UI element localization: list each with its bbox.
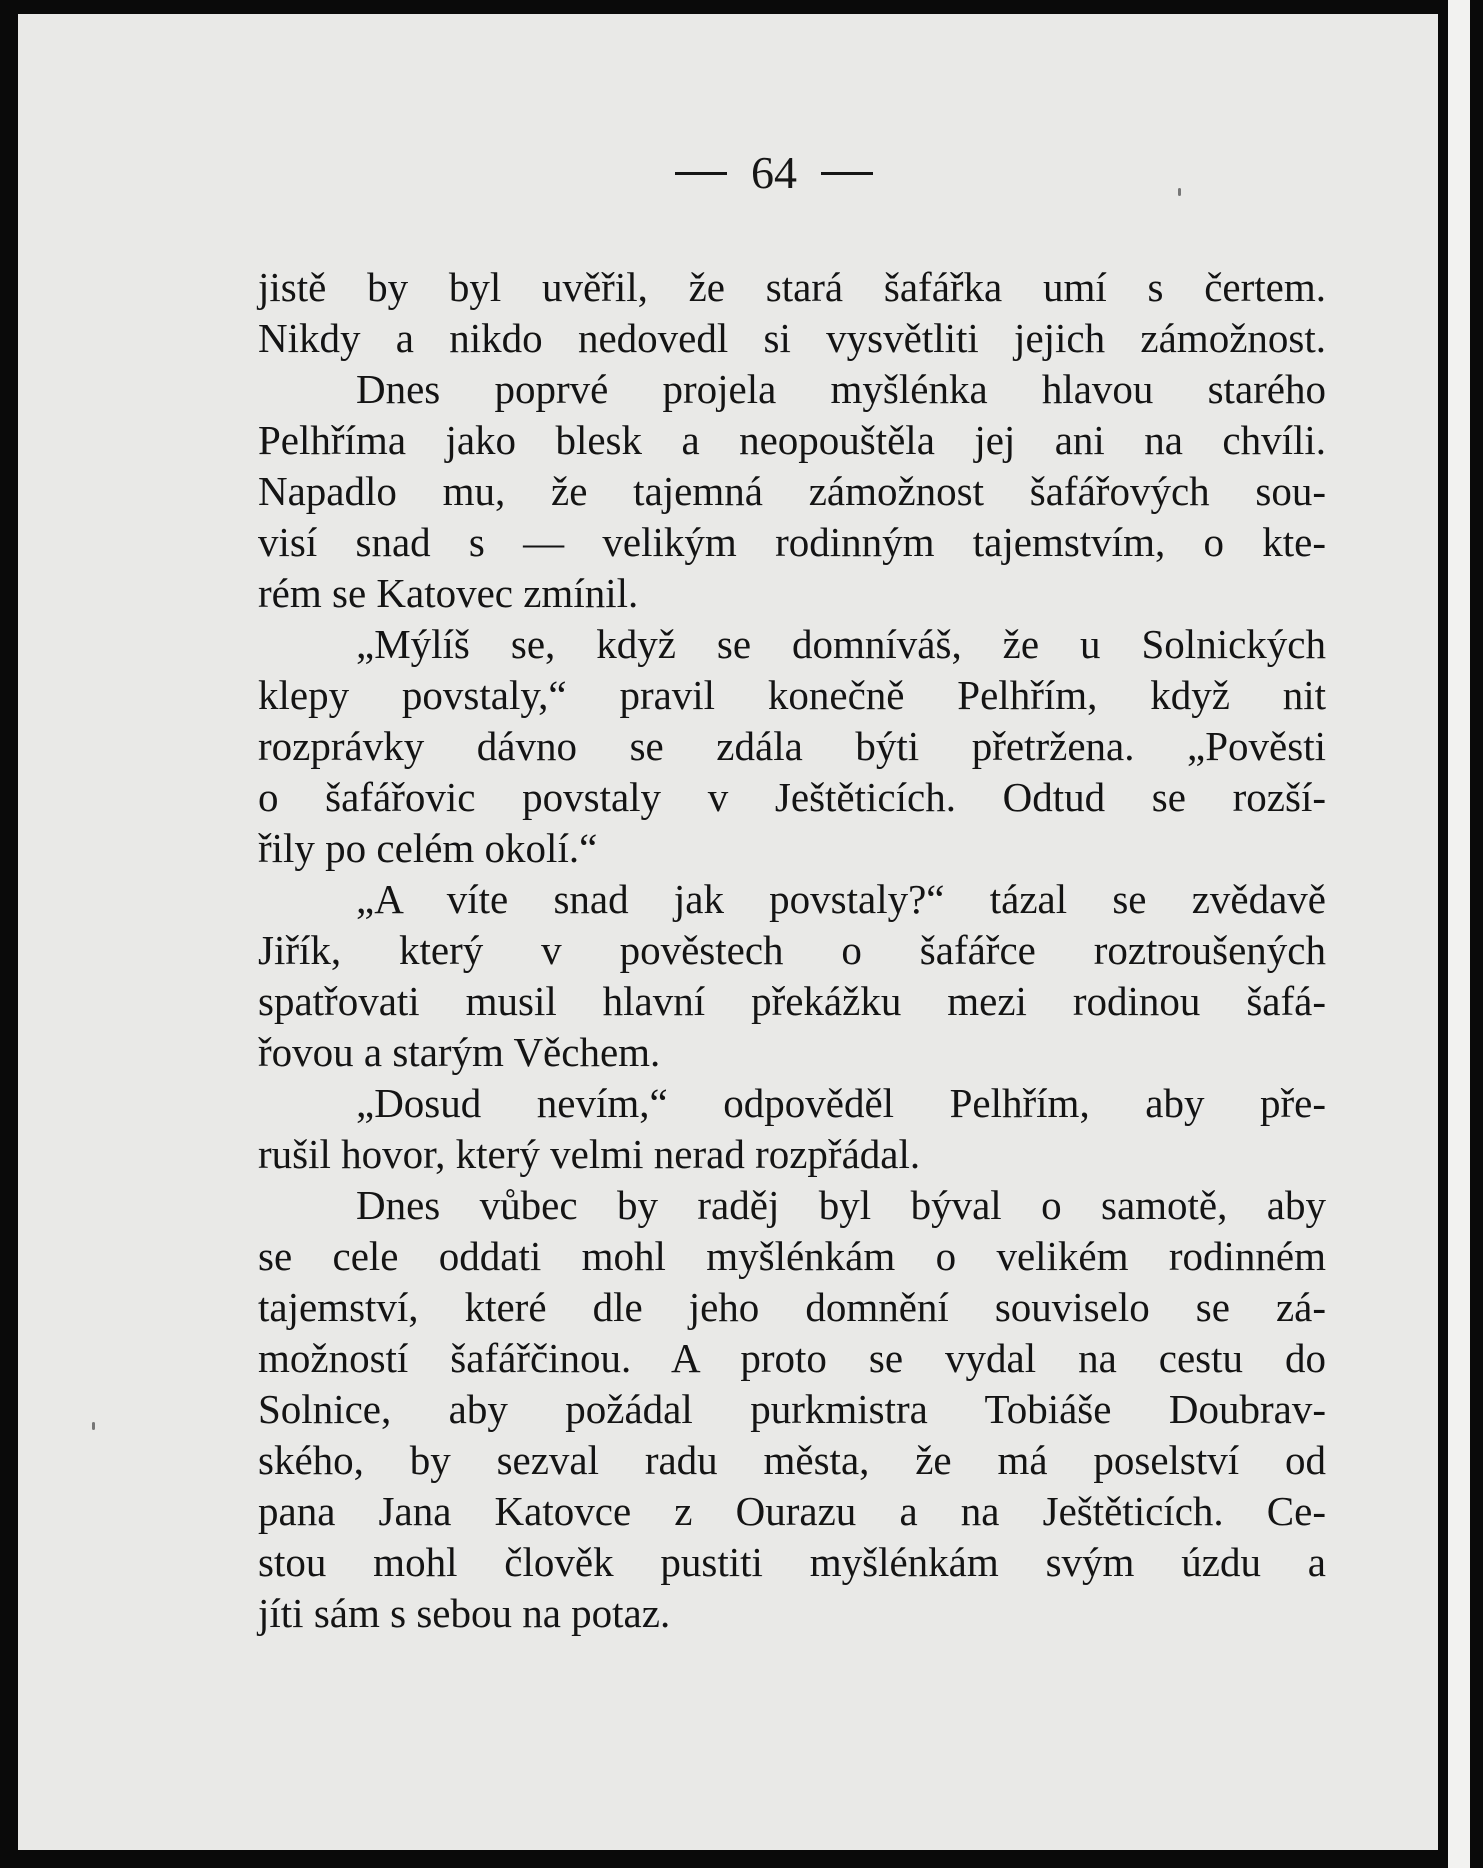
text-line: rušil hovor, který velmi nerad rozpřádal. (258, 1131, 921, 1177)
text-line: stou mohl člověk pustiti myšlénkám svým úzdu a (258, 1539, 1326, 1585)
text-line: pana Jana Katovce z Ourazu a na Ještěticích. Ce- (258, 1488, 1326, 1534)
text-line: klepy povstaly,“ pravil konečně Pelhřím, když nit (258, 672, 1326, 718)
text-line: o šafářovic povstaly v Ještěticích. Odtud se rozší- (258, 774, 1326, 820)
text-line: „A víte snad jak povstaly?“ tázal se zvědavě (356, 876, 1326, 922)
text-line: Napadlo mu, že tajemná zámožnost šafářových sou- (258, 468, 1326, 514)
header-dash-left (675, 172, 727, 175)
text-line: Dnes vůbec by raděj byl býval o samotě, aby (356, 1182, 1326, 1228)
ink-speck (92, 1422, 95, 1430)
body-text (258, 262, 1326, 1639)
text-line: možností šafářčinou. A proto se vydal na cestu do (258, 1335, 1326, 1381)
text-line: Jiřík, který v pověstech o šafářce roztroušených (258, 927, 1326, 973)
text-line: spatřovati musil hlavní překážku mezi rodinou šafá- (258, 978, 1326, 1024)
text-line: „Dosud nevím,“ odpověděl Pelhřím, aby pře- (356, 1080, 1326, 1126)
text-line: se cele oddati mohl myšlénkám o velikém rodinném (258, 1233, 1326, 1279)
text-line: rozprávky dávno se zdála býti přetržena. „Pověsti (258, 723, 1326, 769)
text-line: jistě by byl uvěřil, že stará šafářka umí s čertem. (258, 264, 1326, 310)
text-line: ského, by sezval radu města, že má poselství od (258, 1437, 1326, 1483)
text-line: tajemství, které dle jeho domnění souviselo se zá- (258, 1284, 1326, 1330)
text-line: řily po celém okolí.“ (258, 825, 598, 871)
text-line: rém se Katovec zmínil. (258, 570, 639, 616)
page-edge-strip (1448, 0, 1470, 1868)
text-line: „Mýlíš se, když se domníváš, že u Solnických (356, 621, 1326, 667)
header-dash-right (821, 172, 873, 175)
page-number: 64 (751, 147, 797, 198)
text-line: Dnes poprvé projela myšlénka hlavou starého (356, 366, 1326, 412)
text-line: řovou a starým Věchem. (258, 1029, 661, 1075)
text-line: Pelhříma jako blesk a neopouštěla jej ani na chvíli. (258, 417, 1326, 463)
text-line: visí snad s — velikým rodinným tajemstvím, o kte- (258, 519, 1326, 565)
text-line: jíti sám s sebou na potaz. (258, 1590, 671, 1636)
ink-speck (1178, 188, 1181, 196)
text-line: Solnice, aby požádal purkmistra Tobiáše Doubrav- (258, 1386, 1326, 1432)
text-line: Nikdy a nikdo nedovedl si vysvětliti jejich zámožnost. (258, 315, 1326, 361)
